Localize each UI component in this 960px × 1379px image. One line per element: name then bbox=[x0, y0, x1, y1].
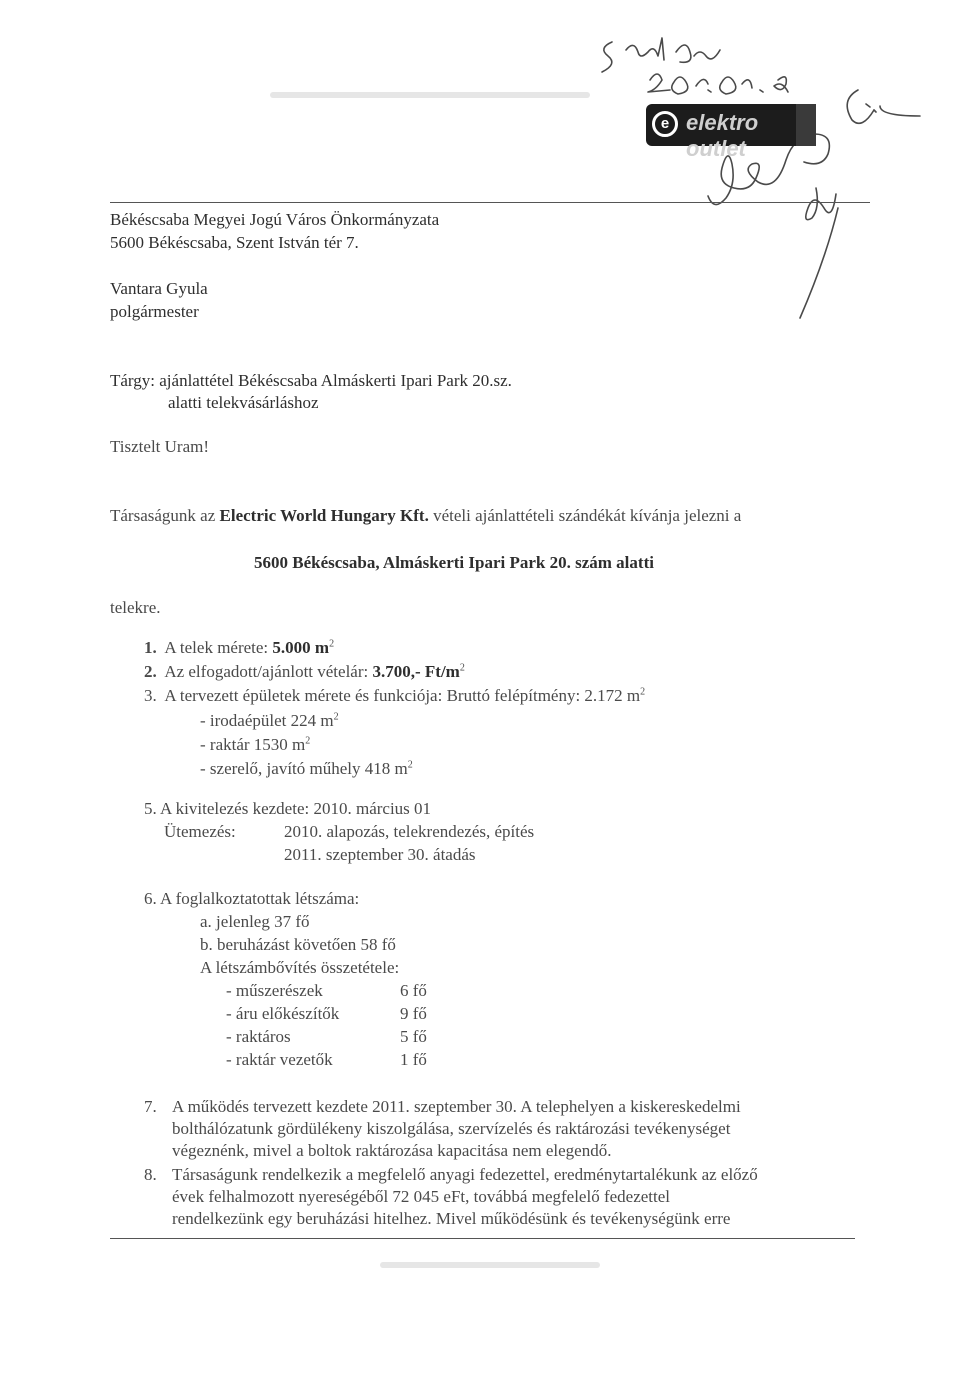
intro-suffix: vételi ajánlattételi szándékát kívánja jelezni a bbox=[428, 506, 742, 525]
item-2-text: Az elfogadott/ajánlott vételár: bbox=[164, 662, 373, 681]
faded-header-text bbox=[270, 92, 590, 98]
greeting: Tisztelt Uram! bbox=[110, 437, 210, 456]
item-6: 6. A foglalkoztatottak létszáma: bbox=[144, 889, 360, 908]
item-3-text: A tervezett épületek mérete és funkciója: Bruttó felépítmény: 2.172 m bbox=[164, 686, 641, 705]
item-1-value: 5.000 m bbox=[272, 638, 330, 657]
role-count: 1 fő bbox=[400, 1050, 427, 1069]
role-count: 6 fő bbox=[400, 981, 427, 1000]
header-rule bbox=[110, 202, 870, 203]
address-line: 5600 Békéscsaba, Almáskerti Ipari Park 20. szám alatti bbox=[254, 553, 654, 572]
item-7-line-3: végeznénk, mivel a boltok raktározása kapacitása nem elegendő. bbox=[172, 1141, 612, 1160]
item-3-sub-2-text: - raktár 1530 m bbox=[200, 735, 306, 754]
role-name: - raktáros bbox=[226, 1027, 291, 1046]
item-2 bbox=[144, 662, 465, 682]
item-1 bbox=[144, 638, 334, 658]
item-7-line-2: bolthálózatunk gördülékeny kiszolgálása, szervízelés és raktározási tevékenységet bbox=[172, 1119, 731, 1138]
item-3-sub-1-sup: 2 bbox=[333, 711, 339, 723]
item-3 bbox=[144, 686, 645, 706]
item-1-sup: 2 bbox=[329, 638, 335, 650]
item-3-sub-2-sup: 2 bbox=[305, 735, 311, 747]
role-count: 9 fő bbox=[400, 1004, 427, 1023]
role-row bbox=[226, 981, 323, 1001]
item-8-line-3: rendelkezünk egy beruházási hitelhez. Mivel működésünk és tevékenységünk erre bbox=[172, 1209, 731, 1228]
item-6-a: a. jelenleg 37 fő bbox=[200, 912, 310, 931]
faded-footer-text bbox=[380, 1262, 600, 1268]
logo-e-mark: e bbox=[652, 111, 678, 137]
item-3-sub-3-text: - szerelő, javító műhely 418 m bbox=[200, 759, 408, 778]
subject-line1 bbox=[110, 371, 512, 391]
item-2-num: 2. bbox=[144, 662, 157, 681]
item-2-sup: 2 bbox=[459, 662, 465, 674]
logo-stripe bbox=[796, 104, 816, 146]
role-count: 5 fő bbox=[400, 1027, 427, 1046]
company-logo bbox=[646, 104, 816, 161]
item-6-composition: A létszámbővítés összetétele: bbox=[200, 958, 400, 977]
subject-label: Tárgy: bbox=[110, 371, 156, 390]
item-1-text: A telek mérete: bbox=[164, 638, 273, 657]
intro-prefix: Társaságunk az bbox=[110, 506, 220, 525]
item-3-sub-2 bbox=[200, 735, 310, 755]
recipient-title: polgármester bbox=[110, 302, 199, 321]
item-3-sup: 2 bbox=[640, 686, 646, 698]
schedule-line-1: 2010. alapozás, telekrendezés, építés bbox=[284, 822, 535, 841]
schedule-line-2: 2011. szeptember 30. átadás bbox=[284, 845, 476, 864]
item-3-sub-3-sup: 2 bbox=[407, 759, 413, 771]
item-7-num: 7. bbox=[144, 1097, 157, 1116]
item-8-num: 8. bbox=[144, 1165, 157, 1184]
item-3-sub-1-text: - irodaépület 224 m bbox=[200, 711, 334, 730]
item-2-value: 3.700,- Ft/m bbox=[372, 662, 460, 681]
role-row bbox=[226, 1027, 291, 1047]
recipient-name: Vantara Gyula bbox=[110, 279, 208, 298]
logo-text: elektro outlet bbox=[686, 110, 759, 161]
schedule-label: Ütemezés: bbox=[164, 822, 236, 841]
role-name: - áru előkészítők bbox=[226, 1004, 340, 1023]
company-name: Electric World Hungary Kft. bbox=[219, 506, 429, 525]
role-row bbox=[226, 1050, 333, 1070]
item-8-line-2: évek felhalmozott nyereségéből 72 045 eFt, továbbá megfelelő fedezettel bbox=[172, 1187, 670, 1206]
intro-paragraph bbox=[110, 506, 741, 526]
item-3-num: 3. bbox=[144, 686, 157, 705]
item-8-line-1: Társaságunk rendelkezik a megfelelő anyagi fedezettel, eredménytartalékunk az előző bbox=[172, 1165, 758, 1184]
footer-rule bbox=[110, 1238, 855, 1239]
role-name: - raktár vezetők bbox=[226, 1050, 333, 1069]
item-7-line-1: A működés tervezett kezdete 2011. szeptember 30. A telephelyen a kiskereskedelmi bbox=[172, 1097, 741, 1116]
item-6-b: b. beruházást követően 58 fő bbox=[200, 935, 396, 954]
item-3-sub-3 bbox=[200, 759, 413, 779]
telekre-text: telekre. bbox=[110, 598, 161, 617]
subject-text: ajánlattétel Békéscsaba Almáskerti Ipari Park 20.sz. bbox=[159, 371, 512, 390]
role-row bbox=[226, 1004, 339, 1024]
recipient-line1: Békéscsaba Megyei Jogú Város Önkormányzata bbox=[110, 210, 440, 229]
item-5: 5. A kivitelezés kezdete: 2010. március 01 bbox=[144, 799, 432, 818]
subject-line2: alatti telekvásárláshoz bbox=[168, 393, 319, 412]
item-3-sub-1 bbox=[200, 711, 339, 731]
item-1-num: 1. bbox=[144, 638, 157, 657]
recipient-line2: 5600 Békéscsaba, Szent István tér 7. bbox=[110, 233, 359, 252]
role-name: - műszerészek bbox=[226, 981, 323, 1000]
